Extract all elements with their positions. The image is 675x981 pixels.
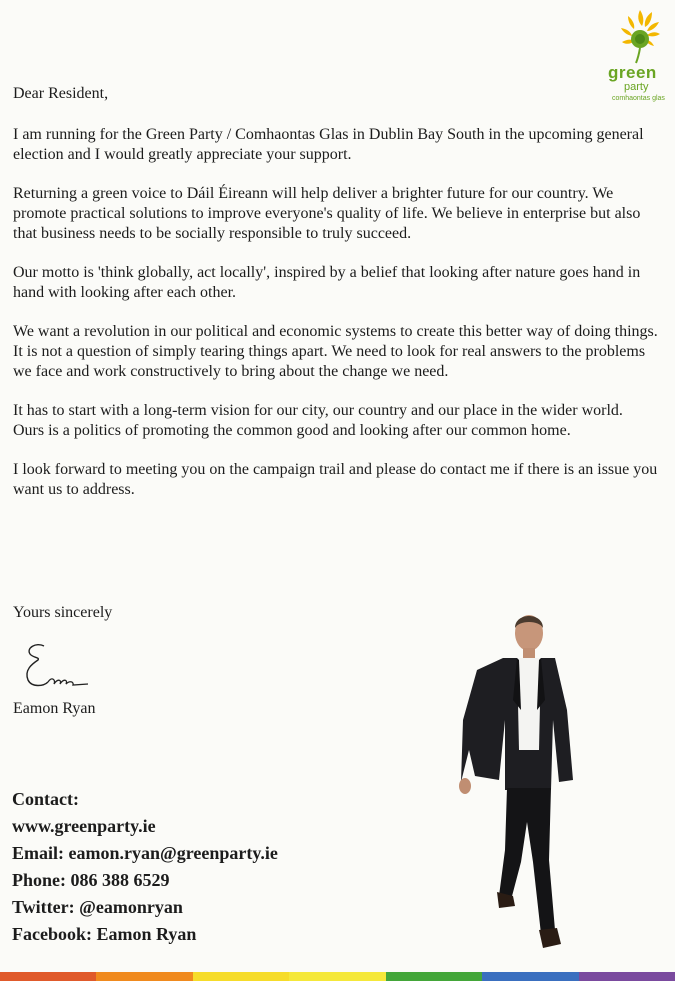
paragraph-4: We want a revolution in our political and economic systems to create this better way of doing things. It is not a question of simply tearing things apart. We need to look for real answers to the problems we face and work constructively to bring about the change we need.: [13, 323, 658, 380]
candidate-photo: [455, 600, 585, 965]
salutation: Dear Resident,: [13, 85, 109, 102]
stripe-segment: [386, 972, 482, 981]
facebook-page[interactable]: Facebook: Eamon Ryan: [12, 924, 197, 944]
letter-body: [13, 84, 658, 519]
stripe-segment: [289, 972, 385, 981]
phone-number: Phone: 086 388 6529: [12, 870, 170, 890]
contact-block: [12, 786, 278, 948]
website-link[interactable]: www.greenparty.ie: [12, 816, 156, 836]
logo-sub: party: [624, 81, 649, 93]
logo-name: green: [608, 63, 657, 82]
paragraph-3: Our motto is 'think globally, act locally', inspired by a belief that looking after nature goes hand in hand with looking after each other.: [13, 264, 641, 301]
contact-heading: Contact:: [12, 789, 79, 809]
paragraph-1: I am running for the Green Party / Comhaontas Glas in Dublin Bay South in the upcoming general election and I would greatly appreciate your support.: [13, 126, 644, 163]
paragraph-2: Returning a green voice to Dáil Éireann will help deliver a brighter future for our country. We promote practical solutions to improve everyone's quality of life. We believe in enterprise but also that business needs to be socially responsible to truly succeed.: [13, 185, 641, 242]
stripe-segment: [96, 972, 192, 981]
logo-irish-name: comhaontas glas: [612, 95, 665, 102]
handwritten-signature: [18, 640, 108, 697]
stripe-segment: [193, 972, 289, 981]
rainbow-stripe: [0, 972, 675, 981]
paragraph-5: It has to start with a long-term vision for our city, our country and our place in the wider world. Ours is a politics of promoting the common good and looking after our common home.: [13, 402, 623, 439]
closing: Yours sincerely: [13, 604, 113, 621]
stripe-segment: [0, 972, 96, 981]
stripe-segment: [579, 972, 675, 981]
twitter-handle[interactable]: Twitter: @eamonryan: [12, 897, 183, 917]
email-link[interactable]: Email: eamon.ryan@greenparty.ie: [12, 843, 278, 863]
stripe-segment: [482, 972, 578, 981]
signer-name: Eamon Ryan: [13, 700, 96, 717]
paragraph-6: I look forward to meeting you on the campaign trail and please do contact me if there is an issue you want us to address.: [13, 461, 658, 498]
sunflower-icon: [618, 6, 662, 64]
